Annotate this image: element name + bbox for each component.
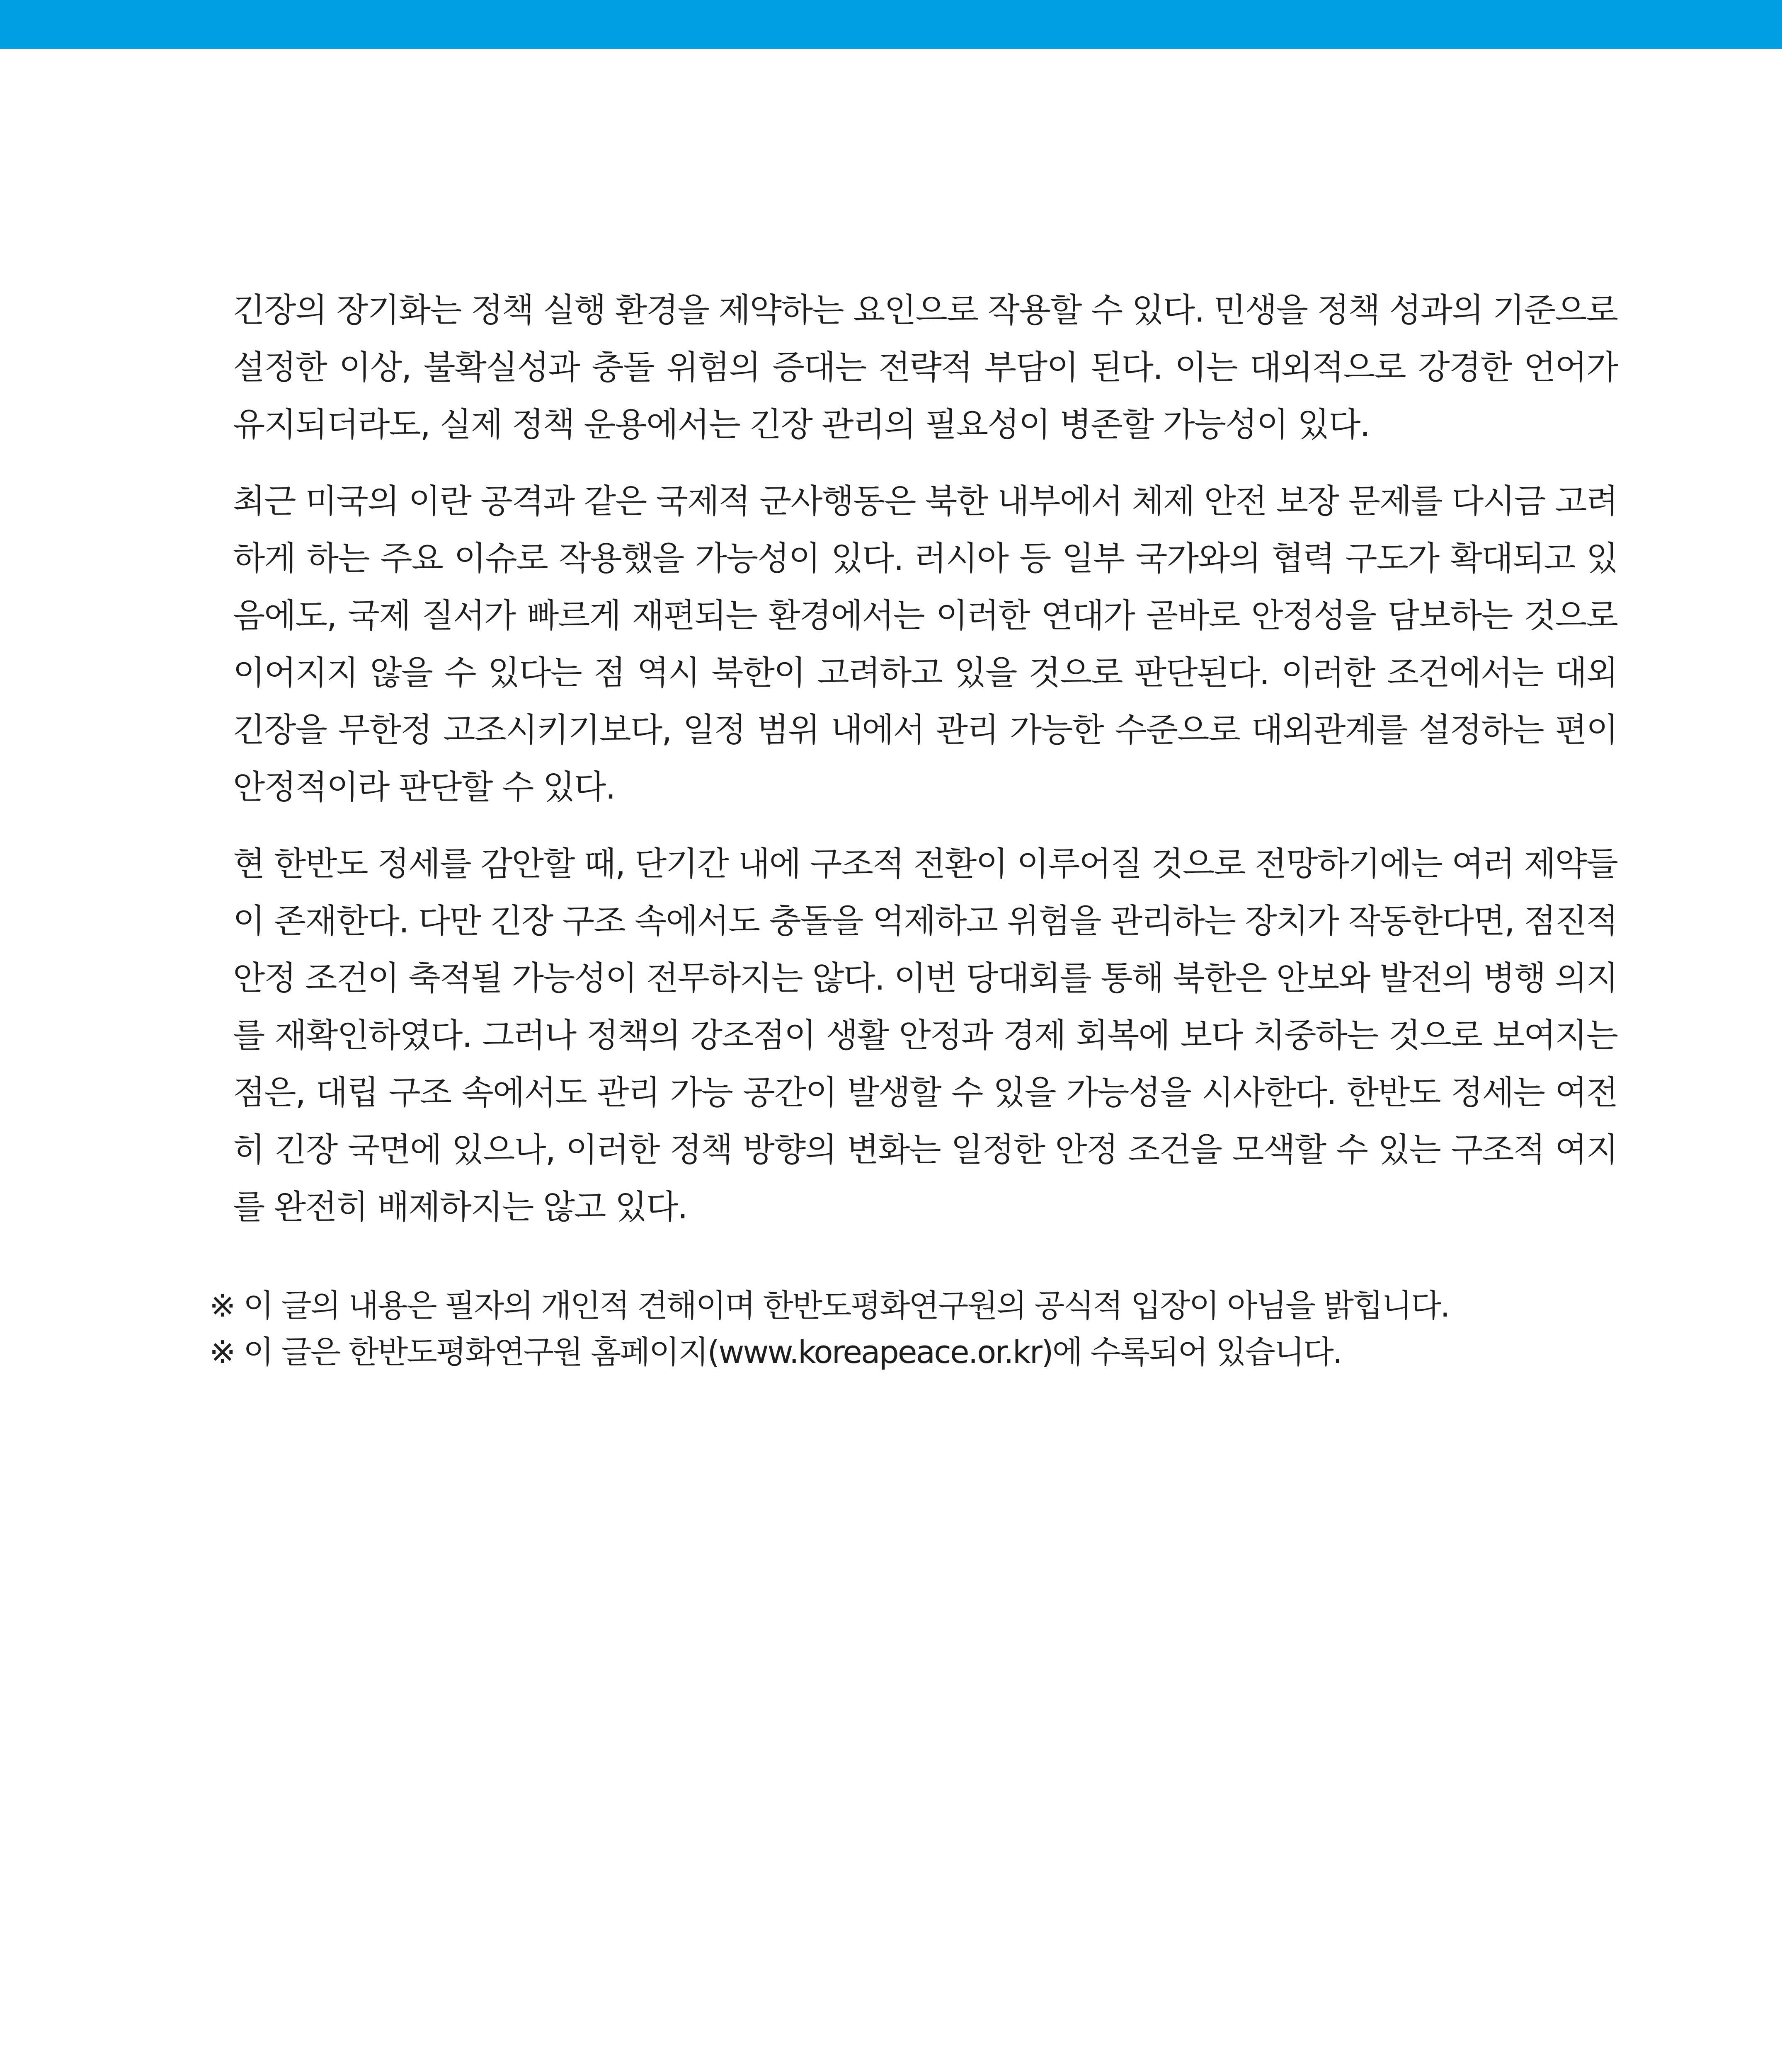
- paragraph-2: 최근 미국의 이란 공격과 같은 국제적 군사행동은 북한 내부에서 체제 안전 보장 문제를 다시금 고려하게 하는 주요 이슈로 작용했을 가능성이 있다. 러시아 등 일부 국가와의 협력 구도가 확대되고 있음에도, 국제 질서가 빠르게 재편되는 환경에서는 이러한 연대가 곧바로 안정성을 담보하는 것으로 이어지지 않을 수 있다는 점 역시 북한이 고려하고 있을 것으로 판단된다. 이러한 조건에서는 대외 긴장을 무한정 고조시키기보다, 일정 범위 내에서 관리 가능한 수준으로 대외관계를 설정하는 편이 안정적이라 판단할 수 있다.: [233, 482, 1617, 806]
- top-accent-bar: [0, 0, 1782, 49]
- article-body: [233, 282, 1617, 1255]
- note-opinion: ※ 이 글의 내용은 필자의 개인적 견해이며 한반도평화연구원의 공식적 입장이 아님을 밝힙니다.: [209, 1287, 1449, 1324]
- disclaimer-notes: [209, 1283, 1619, 1375]
- paragraph-1: 긴장의 장기화는 정책 실행 환경을 제약하는 요인으로 작용할 수 있다. 민생을 정책 성과의 기준으로 설정한 이상, 불확실성과 충돌 위험의 증대는 전략적 부담이 된다. 이는 대외적으로 강경한 언어가 유지되더라도, 실제 정책 운용에서는 긴장 관리의 필요성이 병존할 가능성이 있다.: [233, 291, 1617, 444]
- note-homepage: ※ 이 글은 한반도평화연구원 홈페이지(www.koreapeace.or.kr)에 수록되어 있습니다.: [209, 1334, 1341, 1370]
- paragraph-3: 현 한반도 정세를 감안할 때, 단기간 내에 구조적 전환이 이루어질 것으로 전망하기에는 여러 제약들이 존재한다. 다만 긴장 구조 속에서도 충돌을 억제하고 위험을 관리하는 장치가 작동한다면, 점진적 안정 조건이 축적될 가능성이 전무하지는 않다. 이번 당대회를 통해 북한은 안보와 발전의 병행 의지를 재확인하였다. 그러나 정책의 강조점이 생활 안정과 경제 회복에 보다 치중하는 것으로 보여지는 점은, 대립 구조 속에서도 관리 가능 공간이 발생할 수 있을 가능성을 시사한다. 한반도 정세는 여전히 긴장 국면에 있으나, 이러한 정책 방향의 변화는 일정한 안정 조건을 모색할 수 있는 구조적 여지를 완전히 배제하지는 않고 있다.: [233, 845, 1617, 1226]
